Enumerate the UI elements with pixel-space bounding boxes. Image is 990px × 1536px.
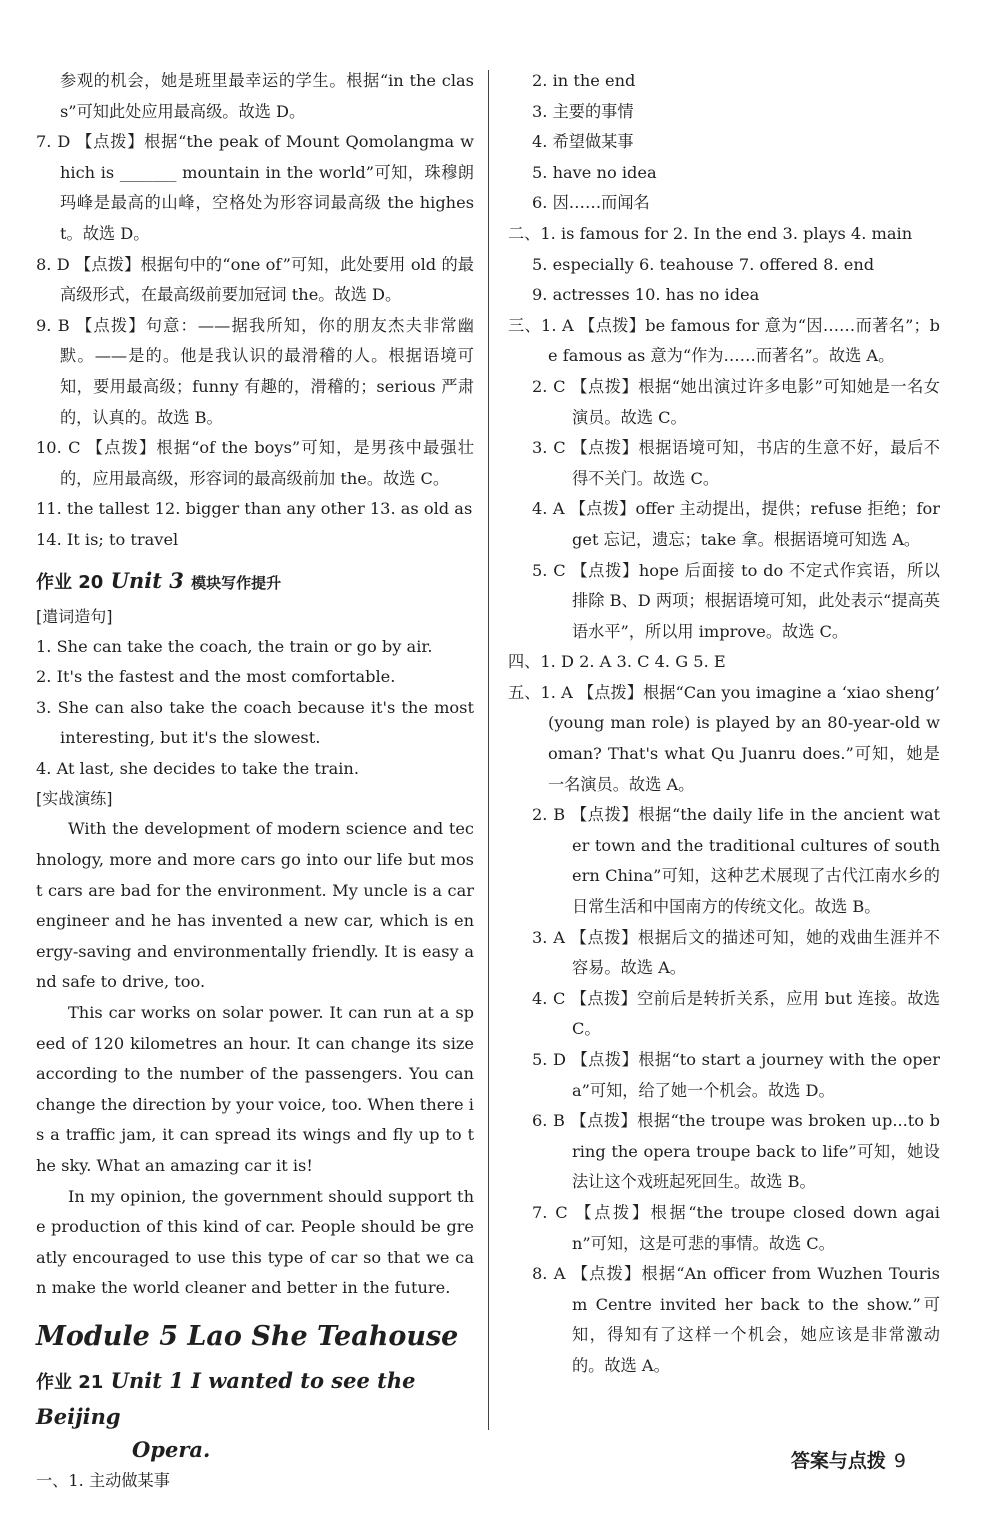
unit-21-title: Unit 1 I wanted to see the Beijing: [36, 1367, 416, 1429]
part-5-answer-8: 8. A 【点拨】根据“An officer from Wuzhen Tourism Centre invited her back to the show.”可知，得知有了这样一个机会，她应该是非常激动的。故选 A。: [532, 1264, 940, 1375]
essay-paragraph-1: With the development of modern science and technology, more and more cars go into our life but most cars are bad for the environment. My uncle is a car engineer and he has invented a new car, which is energy-saving and environmentally friendly. It is easy and safe to drive, too.: [36, 819, 474, 992]
unit-21-title-cont: Opera.: [132, 1436, 211, 1462]
footer-label: 答案与点拨: [790, 1450, 886, 1472]
part-3-answer-4: 4. A 【点拨】offer 主动提出，提供；refuse 拒绝；forget 忘记，遗忘；take 拿。根据语境可知选 A。: [532, 499, 940, 549]
essay-paragraph-2: This car works on solar power. It can run at a speed of 120 kilometres an hour. It can change its size according to the number of the passengers. You can change the direction by your voice, too. When there is a traffic jam, it can spread its wings and fly up to the sky. What an amazing car it is!: [36, 1003, 474, 1175]
answer-10: 10. C 【点拨】根据“of the boys”可知，是男孩中最强壮的，应用最高级，形容词的最高级前加 the。故选 C。: [36, 438, 474, 488]
part-5-answer-2: 2. B 【点拨】根据“the daily life in the ancient water town and the traditional cultures of southern China”可知，这种艺术展现了古代江南水乡的日常生活和中国南方的传统文化。故选 B。: [532, 805, 940, 917]
part-5-answer-6: 6. B 【点拨】根据“the troupe was broken up...to bring the opera troupe back to life”可知，她设法让这个戏班起死回生。故选 B。: [532, 1111, 940, 1192]
part-4-answers: 四、1. D 2. A 3. C 4. G 5. E: [508, 652, 726, 672]
part-2-line-1: 二、1. is famous for 2. In the end 3. plays 4. main: [508, 223, 913, 243]
essay-paragraph-3: In my opinion, the government should support the production of this kind of car. People should be greatly encouraged to use this type of car so that we can make the world cleaner and better in the future.: [36, 1186, 474, 1298]
part-5-answer-3: 3. A 【点拨】根据后文的描述可知，她的戏曲生涯并不容易。故选 A。: [532, 927, 940, 978]
right-column: [508, 66, 940, 1382]
unit-21-label: 作业 21: [36, 1371, 104, 1393]
unit-20-subtitle: 模块写作提升: [191, 573, 282, 592]
part-1-item-5: 5. have no idea: [532, 162, 657, 182]
answer-continuation: 参观的机会，她是班里最幸运的学生。根据“in the class”可知此处应用最高级。故选 D。: [60, 71, 474, 121]
part-1-item-2: 2. in the end: [532, 71, 636, 90]
sentence-4: 4. At last, she decides to take the train.: [36, 758, 359, 778]
unit-20-heading: [36, 566, 474, 598]
answer-9: 9. B 【点拨】句意：——据我所知，你的朋友杰夫非常幽默。——是的。他是我认识的最滑稽的人。根据语境可知，要用最高级；funny 有趣的，滑稽的；serious 严肃的，认真的。故选 B。: [36, 315, 474, 427]
unit-20-title: Unit 3: [110, 567, 184, 593]
sentence-2: 2. It's the fastest and the most comfortable.: [36, 667, 396, 687]
part-2-line-3: 9. actresses 10. has no idea: [532, 285, 760, 305]
part-3-answer-1: 三、1. A 【点拨】be famous for 意为“因……而著名”；be famous as 意为“作为……而著名”。故选 A。: [508, 315, 940, 366]
part-1-item-6: 6. 因……而闻名: [532, 193, 650, 213]
part-5-answer-4: 4. C 【点拨】空前后是转折关系，应用 but 连接。故选 C。: [532, 988, 940, 1039]
part-3-answer-3: 3. C 【点拨】根据语境可知，书店的生意不好，最后不得不关门。故选 C。: [532, 438, 940, 488]
answers-11-13: 11. the tallest 12. bigger than any other 13. as old as: [36, 499, 473, 519]
page-number: 9: [893, 1450, 906, 1472]
left-column: [36, 66, 474, 1497]
part-2-line-2: 5. especially 6. teahouse 7. offered 8. end: [532, 254, 875, 274]
answer-14: 14. It is; to travel: [36, 529, 179, 549]
unit-21-heading: [36, 1364, 474, 1434]
answer-8: 8. D 【点拨】根据句中的“one of”可知，此处要用 old 的最高级形式，在最高级前要加冠词 the。故选 D。: [36, 254, 474, 305]
part-5-answer-1: 五、1. A 【点拨】根据“Can you imagine a ‘xiao sheng’ (young man role) is played by an 80-year-old woman? That's what Qu Juanru does.”可知，她是一名演员。故选 A。: [508, 682, 940, 794]
section-shizhan: [实战演练]: [36, 789, 113, 809]
answer-7: 7. D 【点拨】根据“the peak of Mount Qomolangma which is _______ mountain in the world”可知，珠穆朗玛峰是最高的山峰，空格处为形容词最高级 the highest。故选 D。: [36, 132, 474, 243]
module-5-title: Module 5 Lao She Teahouse: [36, 1320, 459, 1352]
part-3-answer-5: 5. C 【点拨】hope 后面接 to do 不定式作宾语，所以排除 B、D 两项；根据语境可知，此处表示“提高英语水平”，所以用 improve。故选 C。: [532, 560, 940, 641]
section-zaoci: [遣词造句]: [36, 606, 113, 626]
unit-20-label: 作业 20: [36, 571, 104, 593]
part-5-answer-5: 5. D 【点拨】根据“to start a journey with the opera”可知，给了她一个机会。故选 D。: [532, 1050, 940, 1100]
page-footer: [791, 1446, 906, 1473]
part-1-item-4: 4. 希望做某事: [532, 132, 634, 152]
part-3-answer-2: 2. C 【点拨】根据“她出演过许多电影”可知她是一名女演员。故选 C。: [532, 376, 940, 427]
sentence-1: 1. She can take the coach, the train or go by air.: [36, 636, 433, 656]
part-5-answer-7: 7. C 【点拨】根据“the troupe closed down again”可知，这是可悲的事情。故选 C。: [532, 1202, 940, 1253]
part-1-item-3: 3. 主要的事情: [532, 101, 634, 121]
column-divider: [488, 70, 489, 1430]
sentence-3: 3. She can also take the coach because it's the most interesting, but it's the slowest.: [36, 697, 474, 748]
part-1-item-1: 一、1. 主动做某事: [36, 1470, 170, 1490]
